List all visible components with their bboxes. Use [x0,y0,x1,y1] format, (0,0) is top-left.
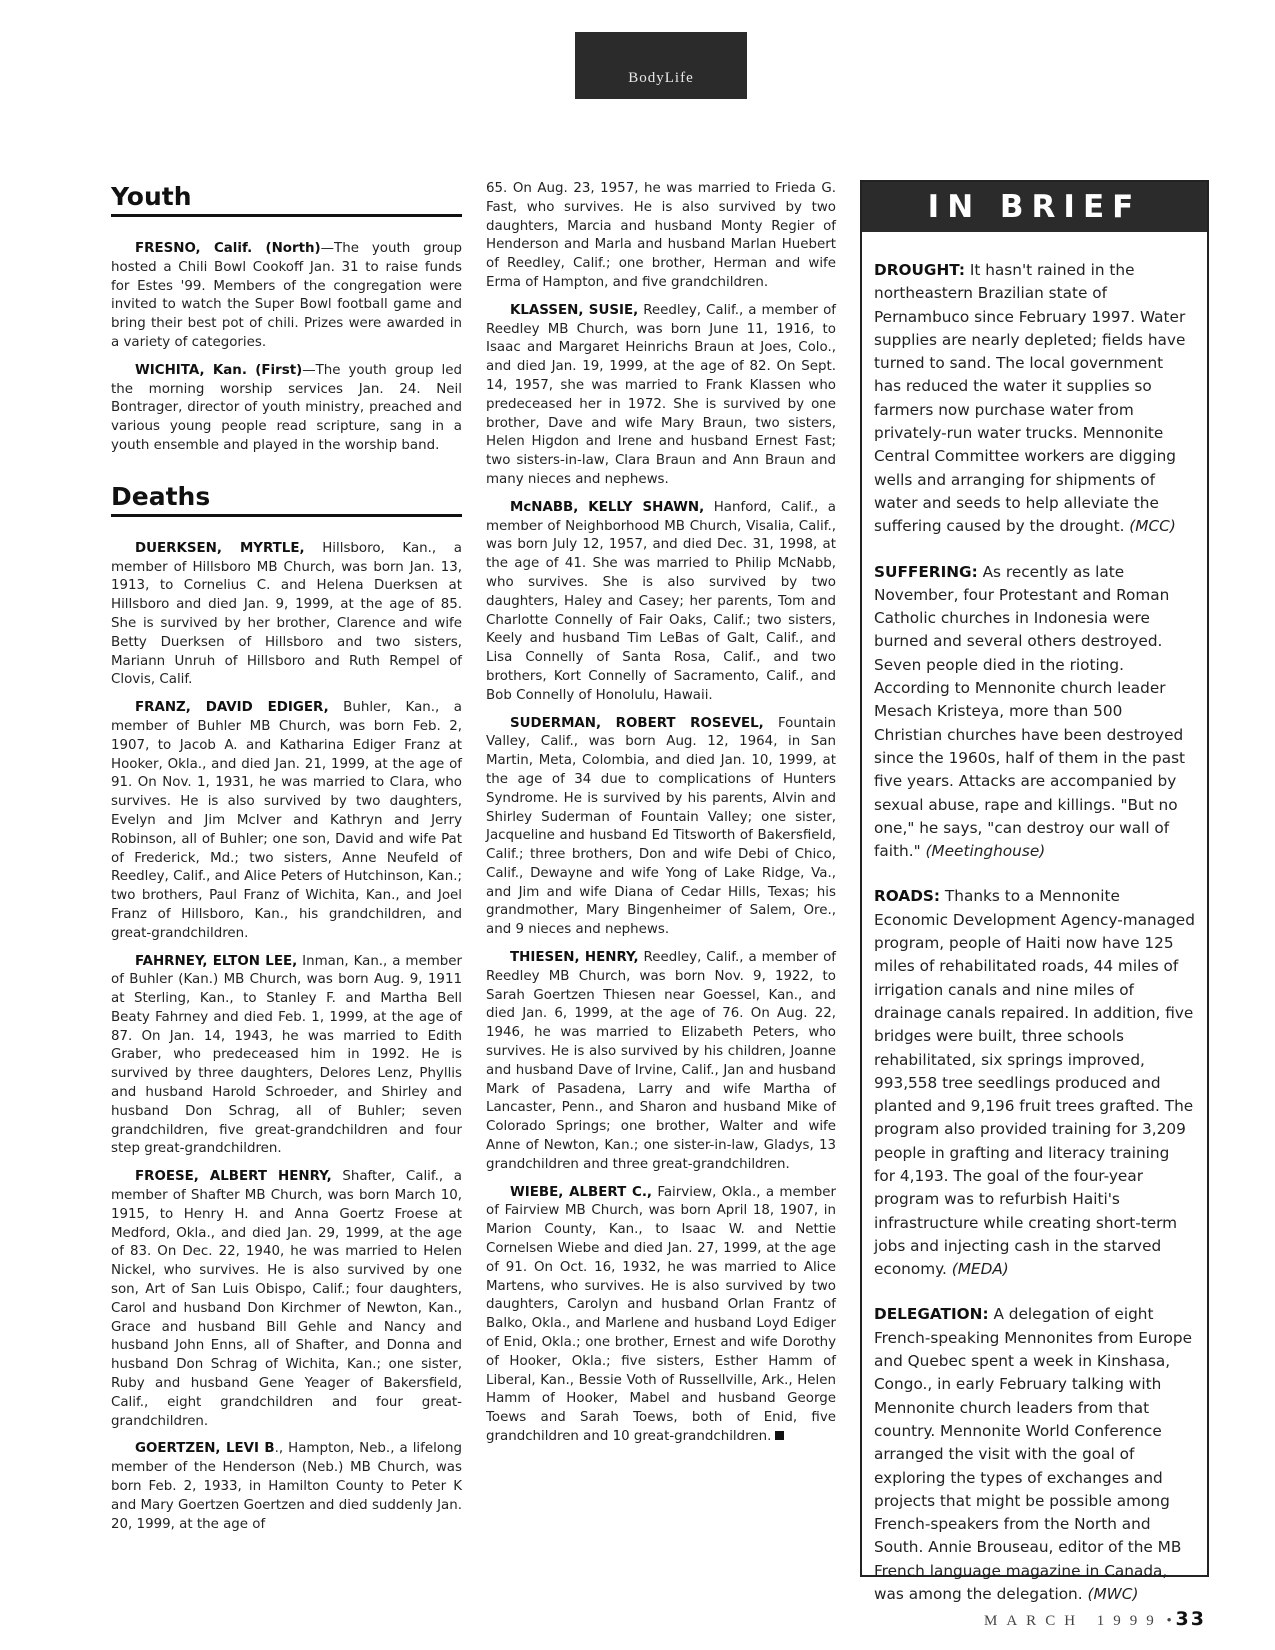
deaths-heading: Deaths [111,482,462,517]
obituary [486,715,836,941]
footer-bullet: • [1166,1613,1172,1629]
item-lead: WICHITA, Kan. (First) [135,362,303,378]
obituary-body: Reedley, Calif., a member of Reedley MB Church, was born June 11, 1916, to Isaac and Margaret Heinrichs Braun at Joes, Colo., and died Jan. 19, 1999, at the age of 82. On Sept. 14, 1957, she was married to Frank Klassen who predeceased her in 1972. She is survived by one brother, Dave and wife Mary Braun, two sisters, Helen Higdon and Irene and husband Ernest Fast; two sisters-in-law, Clara Braun and Ann Braun and many nieces and nephews. [486,302,836,487]
footer-issue-date: MARCH 1999 [984,1613,1163,1629]
obituary-body: Hillsboro, Kan., a member of Hillsboro MB Church, was born Jan. 13, 1913, to Cornelius C. and Helena Duerksen at Hillsboro and died Jan. 9, 1999, at the age of 85. She is survived by her brother, Clarence and wife Betty Duerksen of Hillsboro and two sisters, Mariann Unruh of Hillsboro and Ruth Rempel of Clovis, Calif. [111,540,462,688]
brief-item-body: It hasn't rained in the northeastern Brazilian state of Pernambuco since February 1997. Water supplies are nearly depleted; fields have turned to sand. The local government has reduced the water it supplies so farmers now purchase water from privately-run water trucks. Mennonite Central Committee workers are digging wells and arranging for shipments of water and seeds to help alleviate the suffering caused by the drought. [874,261,1186,536]
youth-heading: Youth [111,182,462,217]
brief-item-source: (Meetinghouse) [925,842,1046,861]
page-footer [984,1608,1206,1630]
brief-item [874,259,1195,539]
item-lead: FRESNO, Calif. (North) [135,241,321,256]
obituary [486,1184,836,1447]
obituary-name: KLASSEN, SUSIE, [510,302,639,318]
obituary [486,302,836,490]
obituary-body: Fountain Valley, Calif., was born Aug. 12, 1964, in San Martin, Meta, Colombia, and died Jan. 10, 1999, at the age of 34 due to complications of Hunters Syndrome. He is survived by his parents, Alvin and Shirley Suderman of Fountain Valley; one sister, Jacqueline and husband Ed Titsworth of Bakersfield, Calif.; three brothers, Don and wife Debi of Chico, Calif., Dewayne and wife Yong of Lake Ridge, Va., and Jim and wife Diana of Cedar Hills, Texas; his grandmother, Mary Bingenheimer of Salem, Ore., and 9 nieces and nephews. [486,715,837,938]
section-header-label: BodyLife [628,70,694,86]
brief-item [874,561,1195,864]
brief-item-body: As recently as late November, four Protestant and Roman Catholic churches in Indonesia were burned and several others destroyed. Seven people died in the rioting. According to Mennonite church leader Mesach Kristeya, more than 500 Christian churches have been destroyed since the 1960s, half of them in the past five years. Attacks are accompanied by sexual abuse, rape and killings. "But no one," he says, "can destroy our wall of faith." [874,562,1186,861]
obituary-body: Shafter, Calif., a member of Shafter MB Church, was born March 10, 1915, to Henry H. and Anna Goertz Froese at Medford, Okla., and died Jan. 29, 1999, at the age of 83. On Dec. 22, 1940, he was married to Helen Nickel, who survives. He is also survived by one son, Art of San Luis Obispo, Calif.; four daughters, Carol and husband Don Kirchmer of Newton, Kan., Grace and husband Bill Gehle and Nancy and husband John Enns, all of Shafter, and Donna and husband Don Schrag of Wichita, Kan.; one sister, Ruby and husband Gene Yeager of Bakersfield, Calif., eight grandchildren and four great-grandchildren. [111,1169,462,1429]
obituary-body: Inman, Kan., a member of Buhler (Kan.) MB Church, was born Aug. 9, 1911 at Sterling, Kan., to Stanley F. and Martha Bell Beaty Fahrney and died Feb. 1, 1999, at the age of 87. On Jan. 14, 1943, he was married to Edith Graber, who predeceased him in 1992. He is survived by three daughters, Delores Lenz, Phyllis and husband Harold Schroeder, and Shirley and husband Don Schrag, all of Buhler; seven grandchildren, five great-grandchildren and four step great-grandchildren. [111,953,462,1157]
column-2 [486,180,836,1456]
brief-item-source: (MCC) [1129,517,1176,536]
obituary [111,953,462,1160]
obituary-name: THIESEN, HENRY, [510,950,639,966]
obituary-body: Buhler, Kan., a member of Buhler MB Church, was born Feb. 2, 1907, to Jacob A. and Katharina Ediger Franz at Hooker, Okla., and died Jan. 21, 1999, at the age of 91. On Nov. 1, 1931, he was married to Clara, who survives. He is also survived by two daughters, Evelyn and Jim McIver and Kathryn and Jerry Robinson, all of Buhler; one son, David and wife Pat of Frederick, Md.; two sisters, Anne Neufeld of Reedley, Calif., and Alice Peters of Hutchinson, Kan.; two brothers, Paul Franz of Wichita, Kan., and Joel Franz of Hillsboro, Kan., his grandchildren, and great-grandchildren. [111,700,462,941]
brief-item-source: (MWC) [1087,1585,1139,1604]
obituary-name: FRANZ, DAVID EDIGER, [135,700,329,716]
obituary [486,949,836,1175]
obituary [486,499,836,706]
obituary-body: Reedley, Calif., a member of Reedley MB Church, was born Nov. 9, 1922, to Sarah Goertzen Thiesen near Goessel, Kan., and died Jan. 6, 1999, at the age of 76. On Aug. 22, 1946, he was married to Elizabeth Peters, who survives. He is also survived by his children, Joanne and husband Dave of Irvine, Calif., Jan and husband Mark of Pasadena, Larry and wife Martha of Lancaster, Penn., and Sharon and husband Mike of Colorado Springs; one brother, Walter and wife Anne of Newton, Kan.; one sister-in-law, Gladys, 13 grandchildren and three great-grandchildren. [486,950,836,1172]
obituary-name: WIEBE, ALBERT C., [510,1184,652,1200]
column-1 [111,182,462,1543]
obituary-name: McNABB, KELLY SHAWN, [510,499,705,515]
obituary-name: FROESE, ALBERT HENRY, [135,1169,332,1185]
brief-item [874,885,1195,1281]
obituary-continuation: 65. On Aug. 23, 1957, he was married to Frieda G. Fast, who survives. He is also survived by two daughters, Marcia and husband Monty Regier of Henderson and Marla and husband Marlan Huebert of Reedley, Calif.; one brother, Herman and wife Erma of Hampton, and five grandchildren. [486,181,836,290]
page-number: 33 [1175,1608,1206,1630]
obituary-body: Fairview, Okla., a member of Fairview MB Church, was born April 18, 1907, in Marion County, Kan., to Isaac W. and Nettie Cornelsen Wiebe and died Jan. 27, 1999, at the age of 91. On Oct. 16, 1932, he was married to Alice Martens, who survives. He is also survived by two daughters, Carolyn and husband Orlan Frantz of Balko, Okla., and Marlene and husband Loyd Ediger of Enid, Okla.; one brother, Ernest and wife Dorothy of Hooker, Okla.; five sisters, Esther Hamm of Liberal, Kan., Bessie Voth of Russellville, Ark., Helen Hamm of Hooker, Mabel and husband George Toews and Sarah Toews, both of Enid, five grandchildren and 10 great-grandchildren. [486,1184,836,1444]
brief-item-lead: DROUGHT: [874,261,965,279]
brief-item-lead: SUFFERING: [874,562,978,581]
obituary-body: ., Hampton, Neb., a lifelong member of the Henderson (Neb.) MB Church, was born Feb. 2, 1933, in Hamilton County to Peter K and Mary Goertzen Goertzen and died suddenly Jan. 20, 1999, at the age of [111,1441,462,1532]
item-body: —The youth group led the morning worship services Jan. 24. Neil Bontrager, director of youth ministry, preached and various young people read scripture, sang in a youth ensemble and played in the worship band. [111,362,462,453]
brief-item-body: Thanks to a Mennonite Economic Development Agency-managed program, people of Haiti now have 125 miles of rehabilitated roads, 44 miles of irrigation canals and nine miles of drainage canals repaired. In addition, five bridges were built, three schools rehabilitated, six springs improved, 993,558 tree seedlings produced and planted and 9,196 fruit trees grafted. The program also provided training for 3,209 people in grafting and literacy training for 4,193. The goal of the four-year program was to refurbish Haiti's infrastructure while creating short-term jobs and injecting cash in the starved economy. [874,887,1195,1279]
brief-item-source: (MEDA) [951,1260,1009,1279]
obituary [111,699,462,943]
youth-item [111,362,462,456]
obituary-name: GOERTZEN, LEVI B [135,1441,275,1457]
youth-item [111,240,462,353]
end-mark-icon [775,1431,784,1440]
brief-item-lead: ROADS: [874,887,941,906]
obituary [111,1168,462,1431]
in-brief-title: IN BRIEF [862,182,1207,232]
obituary-name: FAHRNEY, ELTON LEE, [135,953,298,969]
obituary-name: DUERKSEN, MYRTLE, [135,540,305,556]
obituary-name: SUDERMAN, ROBERT ROSEVEL, [510,715,764,731]
item-body: —The youth group hosted a Chili Bowl Cookoff Jan. 31 to raise funds for Estes '99. Members of the congregation were invited to watch the Super Bowl football game and bring their best pot of chili. Prizes were awarded in a variety of categories. [111,241,462,350]
obituary [111,540,462,690]
brief-item [874,1303,1195,1606]
section-header-tab [575,32,747,99]
brief-item-lead: DELEGATION: [874,1305,989,1324]
obituary-body: Hanford, Calif., a member of Neighborhood MB Church, Visalia, Calif., was born July 12, 1957, and died Dec. 31, 1998, at the age of 41. She was married to Philip McNabb, who survives. She is also survived by two daughters, Haley and Casey; her parents, Tom and Charlotte Connelly of Fair Oaks, Calif.; two sisters, Keely and husband Tim LeBas of Galt, Calif., and Lisa Connelly of Santa Rosa, Calif., and two brothers, Kort Connelly of Sacramento, Calif., and Bob Connelly of Honolulu, Hawaii. [486,499,837,703]
obituary [111,1440,462,1534]
in-brief-box [860,180,1209,1604]
brief-item-body: A delegation of eight French-speaking Mennonites from Europe and Quebec spent a week in Kinshasa, Congo., in early February talking with Mennonite church leaders from that country. Mennonite World Conference arranged the visit with the goal of exploring the types of exchanges and projects that might be possible among French-speakers from the North and South. Annie Brouseau, editor of the MB French language magazine in Canada, was among the delegation. [874,1305,1193,1604]
